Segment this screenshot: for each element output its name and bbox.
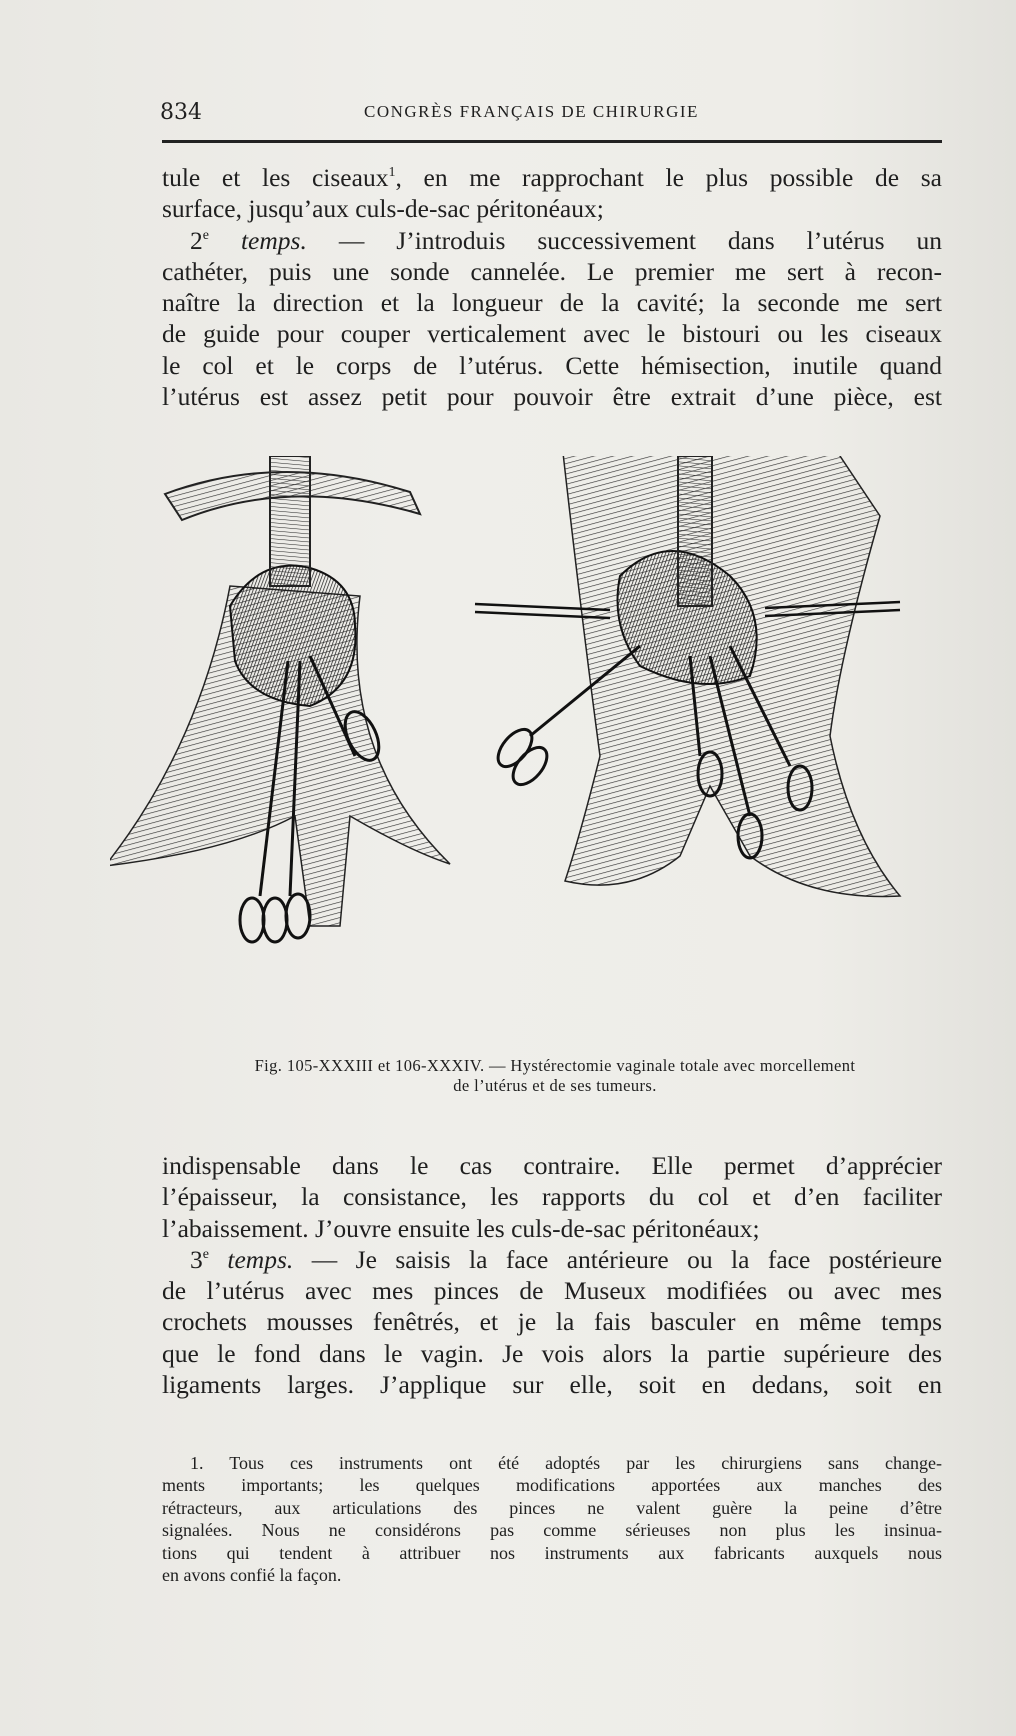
paragraph-top [162,162,942,412]
text-line: l’utérus est assez petit pour pouvoir être extrait d’une pièce, est [162,382,942,412]
footnote-line: tions qui tendent à attribuer nos instruments aux fabricants auxquels nous [162,1542,942,1563]
text-line: de guide pour couper verticalement avec le bistouri ou les ciseaux [162,319,942,349]
footnote [162,1452,942,1586]
caption-line: de l’utérus et de ses tumeurs. [453,1076,657,1095]
anterior-retractor [270,456,310,586]
surgical-illustration [110,456,980,1044]
figure-106-right [475,456,900,897]
footnote-line: rétracteurs, aux articulations des pinces ne valent guère la peine d’être [162,1497,942,1518]
text-line: naître la direction et la longueur de la cavité; la seconde me sert [162,288,942,318]
text-line: crochets mousses fenêtrés, et je la fais basculer en même temps [162,1307,942,1337]
footnote-line: 1. Tous ces instruments ont été adoptés par les chirurgiens sans change- [190,1453,942,1473]
text-line: indispensable dans le cas contraire. Elle permet d’apprécier [162,1151,942,1180]
text-line: tule et les ciseaux$^1$, en me rapprochant le plus possible de sa [162,163,942,192]
text-line: 3e temps. — Je saisis la face antérieure ou la face postérieure [190,1244,943,1274]
text-line: cathéter, puis une sonde cannelée. Le premier me sert à recon- [162,256,942,286]
footnote-ref: 1 [388,165,396,180]
text-line: que le fond dans le vagin. Je vois alors la partie supérieure des [162,1338,942,1368]
text-line: le col et le corps de l’utérus. Cette hémisection, inutile quand [162,350,942,380]
page-header [160,96,940,128]
running-head: CONGRÈS FRANÇAIS DE CHIRURGIE [364,102,699,121]
figure-caption [180,1056,930,1096]
page-number: 834 [160,100,202,125]
caption-line: Fig. 105-XXXIII et 106-XXXIV. — Hystérectomie vaginale totale avec morcellement [254,1056,856,1075]
footnote-line: ments importants; les quelques modifications apportées aux manches des [162,1475,942,1496]
text-line: surface, jusqu’aux culs-de-sac péritonéaux; [162,194,604,224]
text-line: ligaments larges. J’applique sur elle, soit en dedans, soit en [162,1370,942,1400]
text-line: 2e temps. — J’introduis successivement dans l’utérus un [190,225,943,255]
figure-105-left [110,456,450,942]
footnote-line: signalées. Nous ne considérons pas comme sérieuses non plus les insinua- [162,1520,942,1541]
header-rule [162,140,942,143]
text-line: de l’utérus avec mes pinces de Museux modifiées ou avec mes [162,1276,942,1306]
text-line: l’abaissement. J’ouvre ensuite les culs-de-sac péritonéaux; [162,1213,760,1243]
paragraph-bottom [162,1150,942,1400]
text-line: l’épaisseur, la consistance, les rapports du col et d’en faciliter [162,1182,942,1212]
right-anterior-retractor [678,456,712,606]
footnote-line: en avons confié la façon. [162,1565,342,1586]
